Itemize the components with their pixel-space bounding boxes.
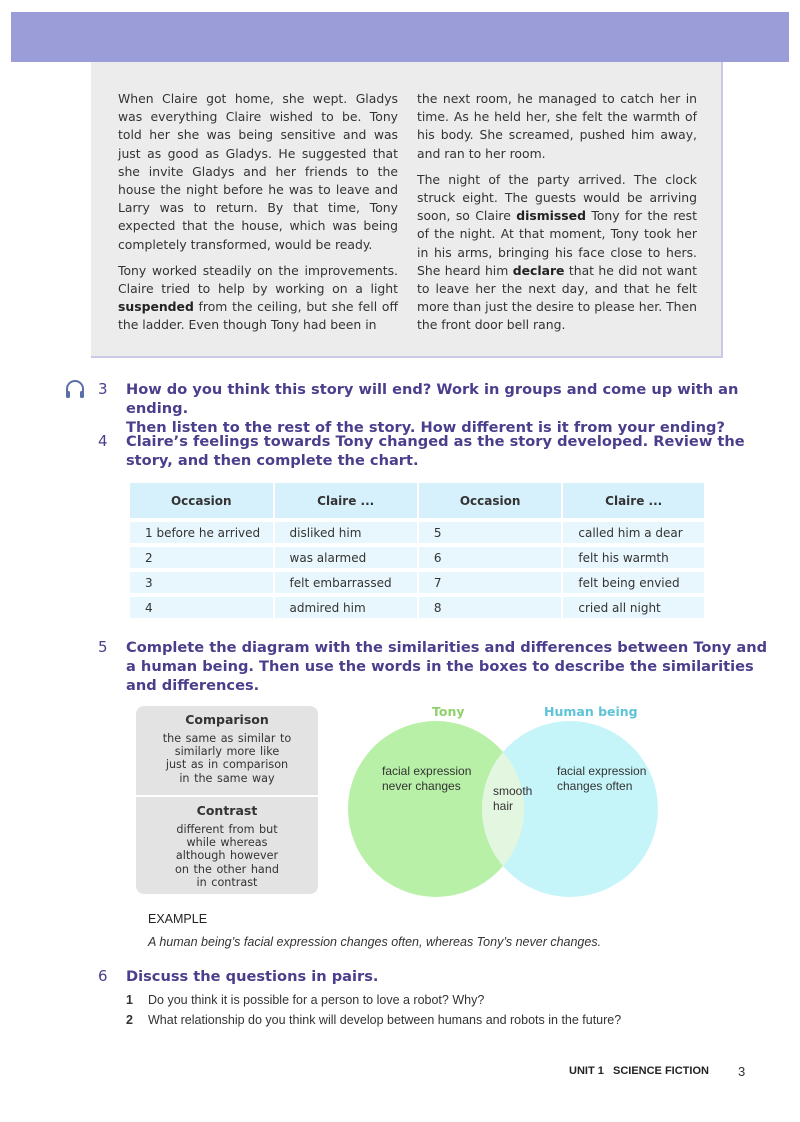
comparison-words: the same as similar to similarly more like just as in comparison in the same way — [162, 732, 292, 785]
story-paragraph: Tony worked steadily on the improvements. Claire tried to help by working on a light suspended from the ceiling, but she fell off the ladder. Even though Tony had been in — [118, 262, 398, 333]
table-cell: 4 — [130, 597, 275, 622]
contrast-title: Contrast — [196, 803, 258, 818]
table-cell: 1 before he arrived — [130, 522, 275, 547]
table-cell: admired him — [275, 597, 419, 622]
footer-section: SCIENCE FICTION — [613, 1065, 709, 1077]
table-cell: felt being envied — [563, 572, 706, 597]
table-cell: 6 — [419, 547, 564, 572]
table-header: Claire ... — [275, 483, 419, 522]
table-header: Occasion — [419, 483, 564, 522]
table-cell: 8 — [419, 597, 564, 622]
table-cell: disliked him — [275, 522, 419, 547]
story-column-right — [417, 90, 697, 343]
venn-tony-text: facial expression never changes — [382, 764, 472, 793]
table-cell: cried all night — [563, 597, 706, 622]
footer-unit: UNIT 1 — [569, 1065, 604, 1077]
key-word: dismissed — [516, 208, 586, 224]
table-cell: 3 — [130, 572, 275, 597]
question-number-6: 6 — [98, 967, 108, 985]
table-header: Occasion — [130, 483, 275, 522]
top-banner — [11, 12, 789, 62]
venn-label-human: Human being — [544, 704, 638, 719]
example-heading: EXAMPLE — [148, 912, 208, 926]
table-row — [130, 547, 706, 572]
table-cell: 5 — [419, 522, 564, 547]
table-cell: felt embarrassed — [275, 572, 419, 597]
headphones-icon[interactable] — [64, 378, 86, 400]
table-cell: called him a dear — [563, 522, 706, 547]
story-column-left — [118, 90, 398, 343]
table-cell: felt his warmth — [563, 547, 706, 572]
comparison-word-box — [136, 706, 318, 795]
question-4-text: Claire’s feelings towards Tony changed as the story developed. Review the story, and then complete the chart. — [126, 433, 745, 469]
question-number-5: 5 — [98, 638, 108, 656]
question-number-3: 3 — [98, 380, 108, 398]
table-cell: was alarmed — [275, 547, 419, 572]
contrast-words: different from but while whereas although however on the other hand in contrast — [175, 823, 279, 889]
key-word: declare — [512, 262, 565, 278]
feelings-chart-table — [130, 483, 706, 622]
venn-label-tony: Tony — [432, 704, 465, 719]
venn-human-text: facial expression changes often — [557, 764, 647, 793]
key-word: suspended — [118, 299, 194, 315]
story-paragraph: The night of the party arrived. The clock struck eight. The guests would be arriving soon, so Claire dismissed Tony for the rest of the night. At that moment, Tony took her in his arms, bringing his face close to hers. She heard him declare that he did not want to leave her the next day, and that he felt more than just the desire to please her. Then the front door bell rang. — [417, 171, 697, 333]
question-number-4: 4 — [98, 432, 108, 450]
venn-shared-text: smooth hair — [493, 784, 533, 813]
contrast-word-box — [136, 797, 318, 894]
table-cell: 2 — [130, 547, 275, 572]
table-cell: 7 — [419, 572, 564, 597]
story-excerpt — [91, 62, 723, 358]
question-6-text: Discuss the questions in pairs. — [126, 968, 379, 985]
question-3-text: How do you think this story will end? Work in groups and come up with an ending. Then listen to the rest of the story. How different is it from your ending? — [126, 381, 739, 436]
table-row — [130, 572, 706, 597]
story-paragraph: When Claire got home, she wept. Gladys was everything Claire wished to be. Tony told her she was being sensitive and was just as good as Gladys. He suggested that she invite Gladys and her friends to the house the night before he was to leave and Larry was to return. By that time, Tony expected that the house, which was being completely transformed, would be ready. — [118, 91, 398, 252]
table-row — [130, 597, 706, 622]
comparison-title: Comparison — [185, 712, 269, 727]
question-5-text: Complete the diagram with the similarities and differences between Tony and a human being. Then use the words in the boxes to describe the similarities and differences. — [126, 639, 768, 694]
table-row — [130, 522, 706, 547]
table-header-row — [130, 483, 706, 522]
table-header: Claire ... — [563, 483, 706, 522]
page-number: 3 — [738, 1064, 746, 1079]
example-text: A human being’s facial expression changes often, whereas Tony’s never changes. — [148, 935, 602, 949]
story-paragraph: the next room, he managed to catch her in time. As he held her, she felt the warmth of his body. She screamed, pushed him away, and ran to her room. — [417, 91, 697, 161]
